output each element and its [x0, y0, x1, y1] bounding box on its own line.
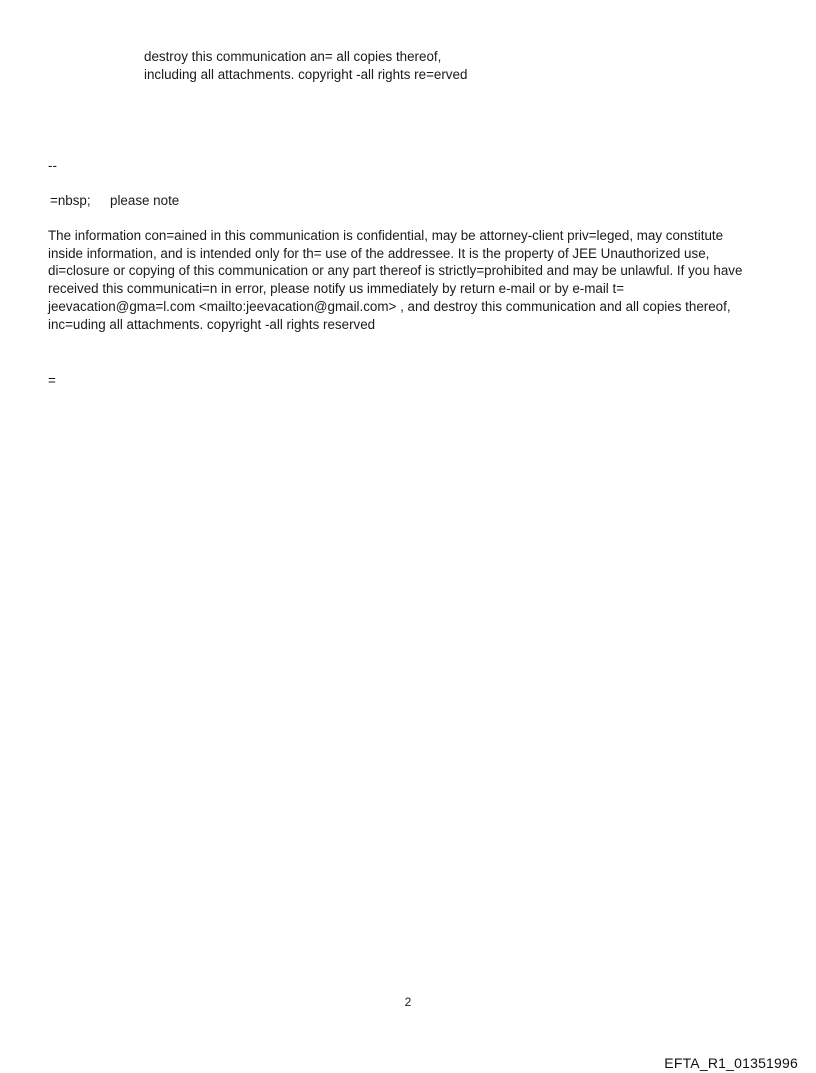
please-note-label: please note [110, 193, 180, 208]
notice-line-3: di=closure or copying of this communication or any part thereof is strictly=prohibited and may be unlawful. If you have [48, 263, 743, 279]
please-note-line [50, 192, 179, 210]
quoted-disclaimer-footer [144, 48, 467, 83]
quoted-footer-line-2: including all attachments. copyright -all rights re=erved [144, 66, 468, 82]
page-number: 2 [404, 995, 412, 1009]
confidentiality-notice-paragraph [48, 227, 742, 333]
trailing-equals-sign: = [48, 373, 56, 388]
notice-line-2: inside information, and is intended only for th= use of the addressee. It is the property of JEE Unauthorized use, [48, 245, 710, 261]
notice-line-5: jeevacation@gma=l.com <mailto:jeevacation@gmail.com> , and destroy this communication and all copies thereof, [48, 298, 731, 314]
notice-line-6: inc=uding all attachments. copyright -all rights reserved [48, 316, 376, 332]
notice-line-1: The information con=ained in this communication is confidential, may be attorney-client priv=leged, may constitute [48, 228, 724, 243]
bates-stamp: EFTA_R1_01351996 [664, 1055, 798, 1071]
notice-line-4: received this communicati=n in error, please notify us immediately by return e-mail or by e-mail t= [48, 281, 625, 297]
nbsp-prefix: =nbsp; [50, 193, 91, 208]
quoted-footer-line-1: destroy this communication an= all copies thereof, [144, 49, 442, 64]
signature-separator: -- [48, 158, 57, 173]
